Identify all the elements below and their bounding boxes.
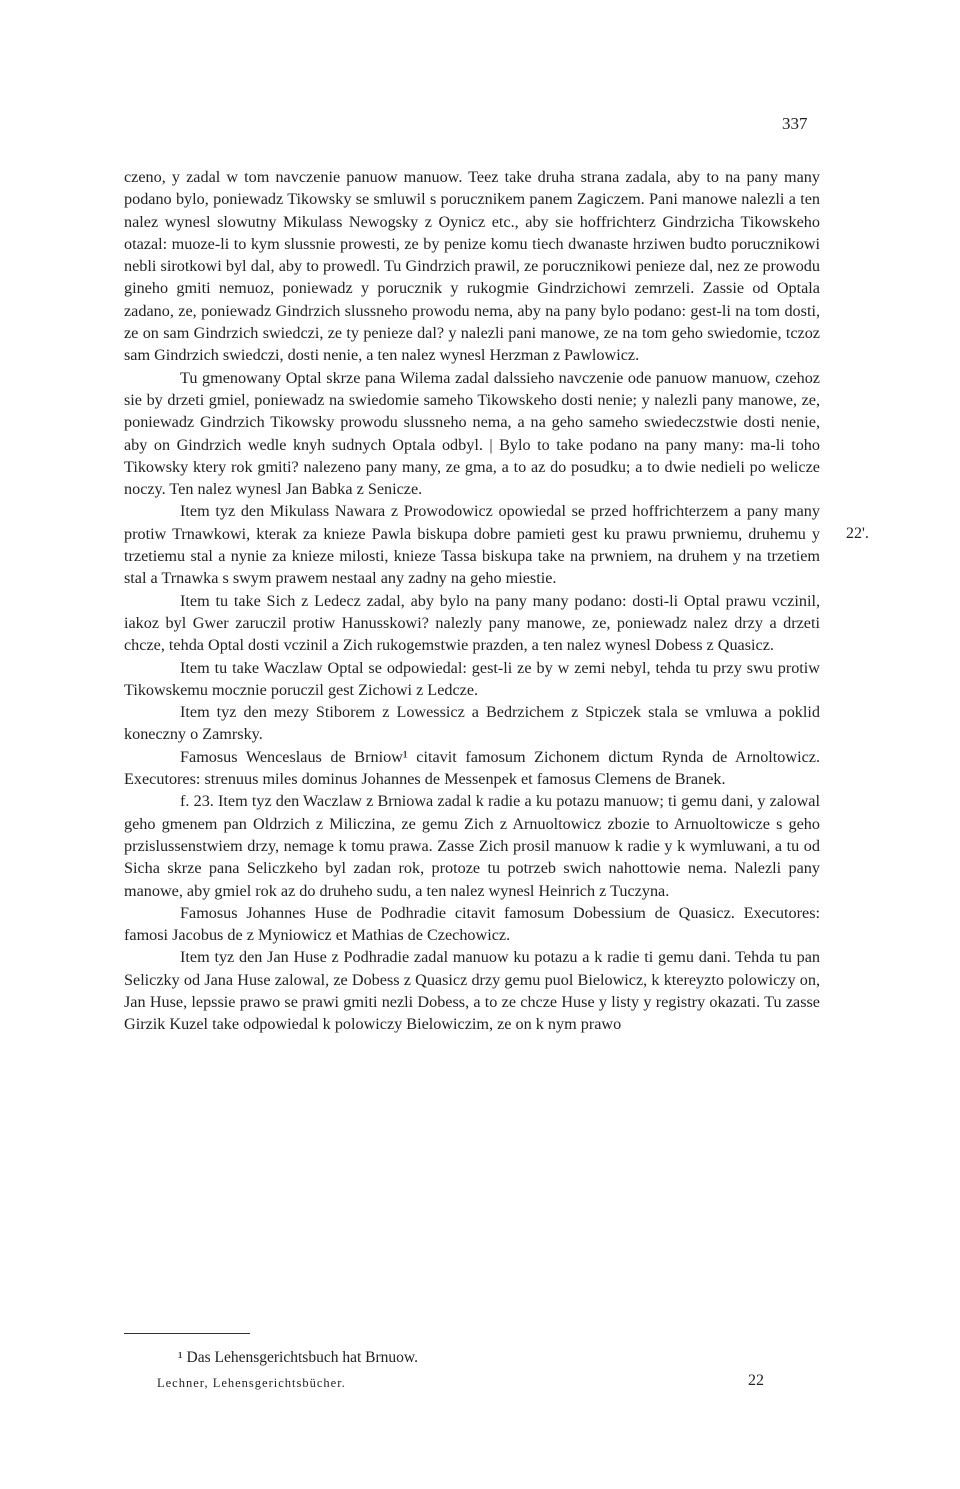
paragraph-8: f. 23. Item tyz den Waczlaw z Brniowa zadal k radie a ku potazu manuow; ti gemu dani, y zalowal geho gmenem pan Oldrzich z Miliczina, ze gemu Zich z Arnuoltowicz zbozie to Arnuoltowicze s geho przislussenstwiem drzy, nemage k tomu prawa. Zasse Zich prosil manuow k radie y k wymluwani, a tu od Sicha skrze pana Seliczkeho byl zadan rok, protoze tu potrzeb swich nahottowie nema. Nalezli pany manowe, aby gmiel rok az do druheho sudu, a ten nalez wynesl Heinrich z Tuczyna. bbox=[124, 792, 820, 900]
footnote: ¹ Das Lehensgerichtsbuch hat Brnuow. bbox=[178, 1349, 418, 1366]
main-text bbox=[124, 166, 820, 1036]
page-number: 337 bbox=[782, 114, 808, 133]
paragraph-4: Item tu take Sich z Ledecz zadal, aby bylo na pany many podano: dosti-li Optal prawu vczinil, iakoz byl Gwer zaruczil protiw Hanusskowi? nalezly pany manowe, ze, poniewadz nalez drzy a drzeti chcze, tehda Optal dosti vczinil a Zich rukogemstwie prazden, a ten nalez wynesl Dobess z Quasicz. bbox=[124, 591, 820, 655]
paragraph-7: Famosus Wenceslaus de Brniow¹ citavit famosum Zichonem dictum Rynda de Arnoltowicz. Executores: strenuus miles dominus Johannes de Messenpek et famosus Clemens de Branek. bbox=[124, 747, 820, 789]
footnote-divider bbox=[124, 1333, 250, 1334]
paragraph-2: Tu gmenowany Optal skrze pana Wilema zadal dalssieho navczenie ode panuow manuow, czehoz sie by drzeti gmiel, poniewadz na swiedomie sameho Tikowskeho dosti nenie; y nalezli pany manowe, ze, poniewadz Gindrzich Tikowsky prowodu slussneho nema, a na geho sameho swiedeczstwie dosti nenie, aby on Gindrzich wedle knyh sudnych Optala odbyl. | Bylo to take podano na pany many: ma-li toho Tikowsky ktery rok gmiti? nalezeno pany many, ze gma, a to az do posudku; a to dwie nedieli po welicze noczy. Ten nalez wynesl Jan Babka z Senicze. bbox=[124, 368, 820, 499]
paragraph-3: Item tyz den Mikulass Nawara z Prowodowicz opowiedal se przed hoffrichterzem a pany many protiw Trnawkowi, kterak za knieze Pawla biskupa dobre pamieti gest ku prawu prwniemu, druhemu y trzetiemu stal a nynie za knieze milosti, knieze Tassa biskupa take na prwniem, na druhem y na trzetiem stal a Trnawka s swym prawem nestaal any zadny na geho miestie. bbox=[124, 502, 820, 588]
paragraph-10: Item tyz den Jan Huse z Podhradie zadal manuow ku potazu a k radie ti gemu dani. Tehda tu pan Seliczky od Jana Huse zalowal, ze Dobess z Quasicz drzy gemu puol Bielowicz, k ktereyzto polowiczy on, Jan Huse, lepssie prawo se prawi gmiti nezli Dobess, a to ze chcze Huse y listy y registry okazati. Tu zasse Girzik Kuzel take odpowiedal k polowiczy Bielowiczim, ze on k nym prawo bbox=[124, 948, 820, 1034]
paragraph-1: czeno, y zadal w tom navczenie panuow manuow. Teez take druha strana zadala, aby to na pany many podano bylo, poniewadz Tikowsky se smluwil s porucznikem panem Zagiczem. Pani manowe nalezli a ten nalez wynesl slowutny Mikulass Newogsky z Oynicz etc., aby sie hoffrichterz Gindrzicha Tikowskeho otazal: muoze-li to kym slussnie prowesti, ze by penize komu tiech dwanaste hrziwen budto porucznikowi nebli sirotkowi byl dal, aby to prowedl. Tu Gindrzich prawil, ze porucznikowi penieze dal, nez ze prowodu gineho gmiti nemuoz, poniewadz y porucznik y rukogmie Gindrzichowi zemrzeli. Zassie od Optala zadano, ze, poniewadz Gindrzich slussneho prowodu nema, aby na pany bylo podano: gest-li na tom dosti, ze on sam Gindrzich swiedczi, ze ty penieze dal? y nalezli pani manowe, ze na tom geho swiedomie, tczoz sam Gindrzich swiedczi, dosti nenie, a ten nalez wynesl Herzman z Pawlowicz. bbox=[124, 168, 820, 365]
paragraph-9: Famosus Johannes Huse de Podhradie citavit famosum Dobessium de Quasicz. Executores: famosi Jacobus de z Myniowicz et Mathias de Czechowicz. bbox=[124, 903, 820, 945]
margin-folio-note: 22'. bbox=[846, 525, 869, 542]
footer-signature: Lechner, Lehensgerichtsbücher. bbox=[157, 1376, 346, 1390]
paragraph-5: Item tu take Waczlaw Optal se odpowiedal: gest-li ze by w zemi nebyl, tehda tu przy swu protiw Tikowskemu mocznie poruczil gest Zichowi z Ledcze. bbox=[124, 658, 820, 699]
paragraph-6: Item tyz den mezy Stiborem z Lowessicz a Bedrzichem z Stpiczek stala se vmluwa a poklid koneczny o Zamrsky. bbox=[124, 703, 820, 744]
footer-sheet-number: 22 bbox=[748, 1372, 764, 1389]
